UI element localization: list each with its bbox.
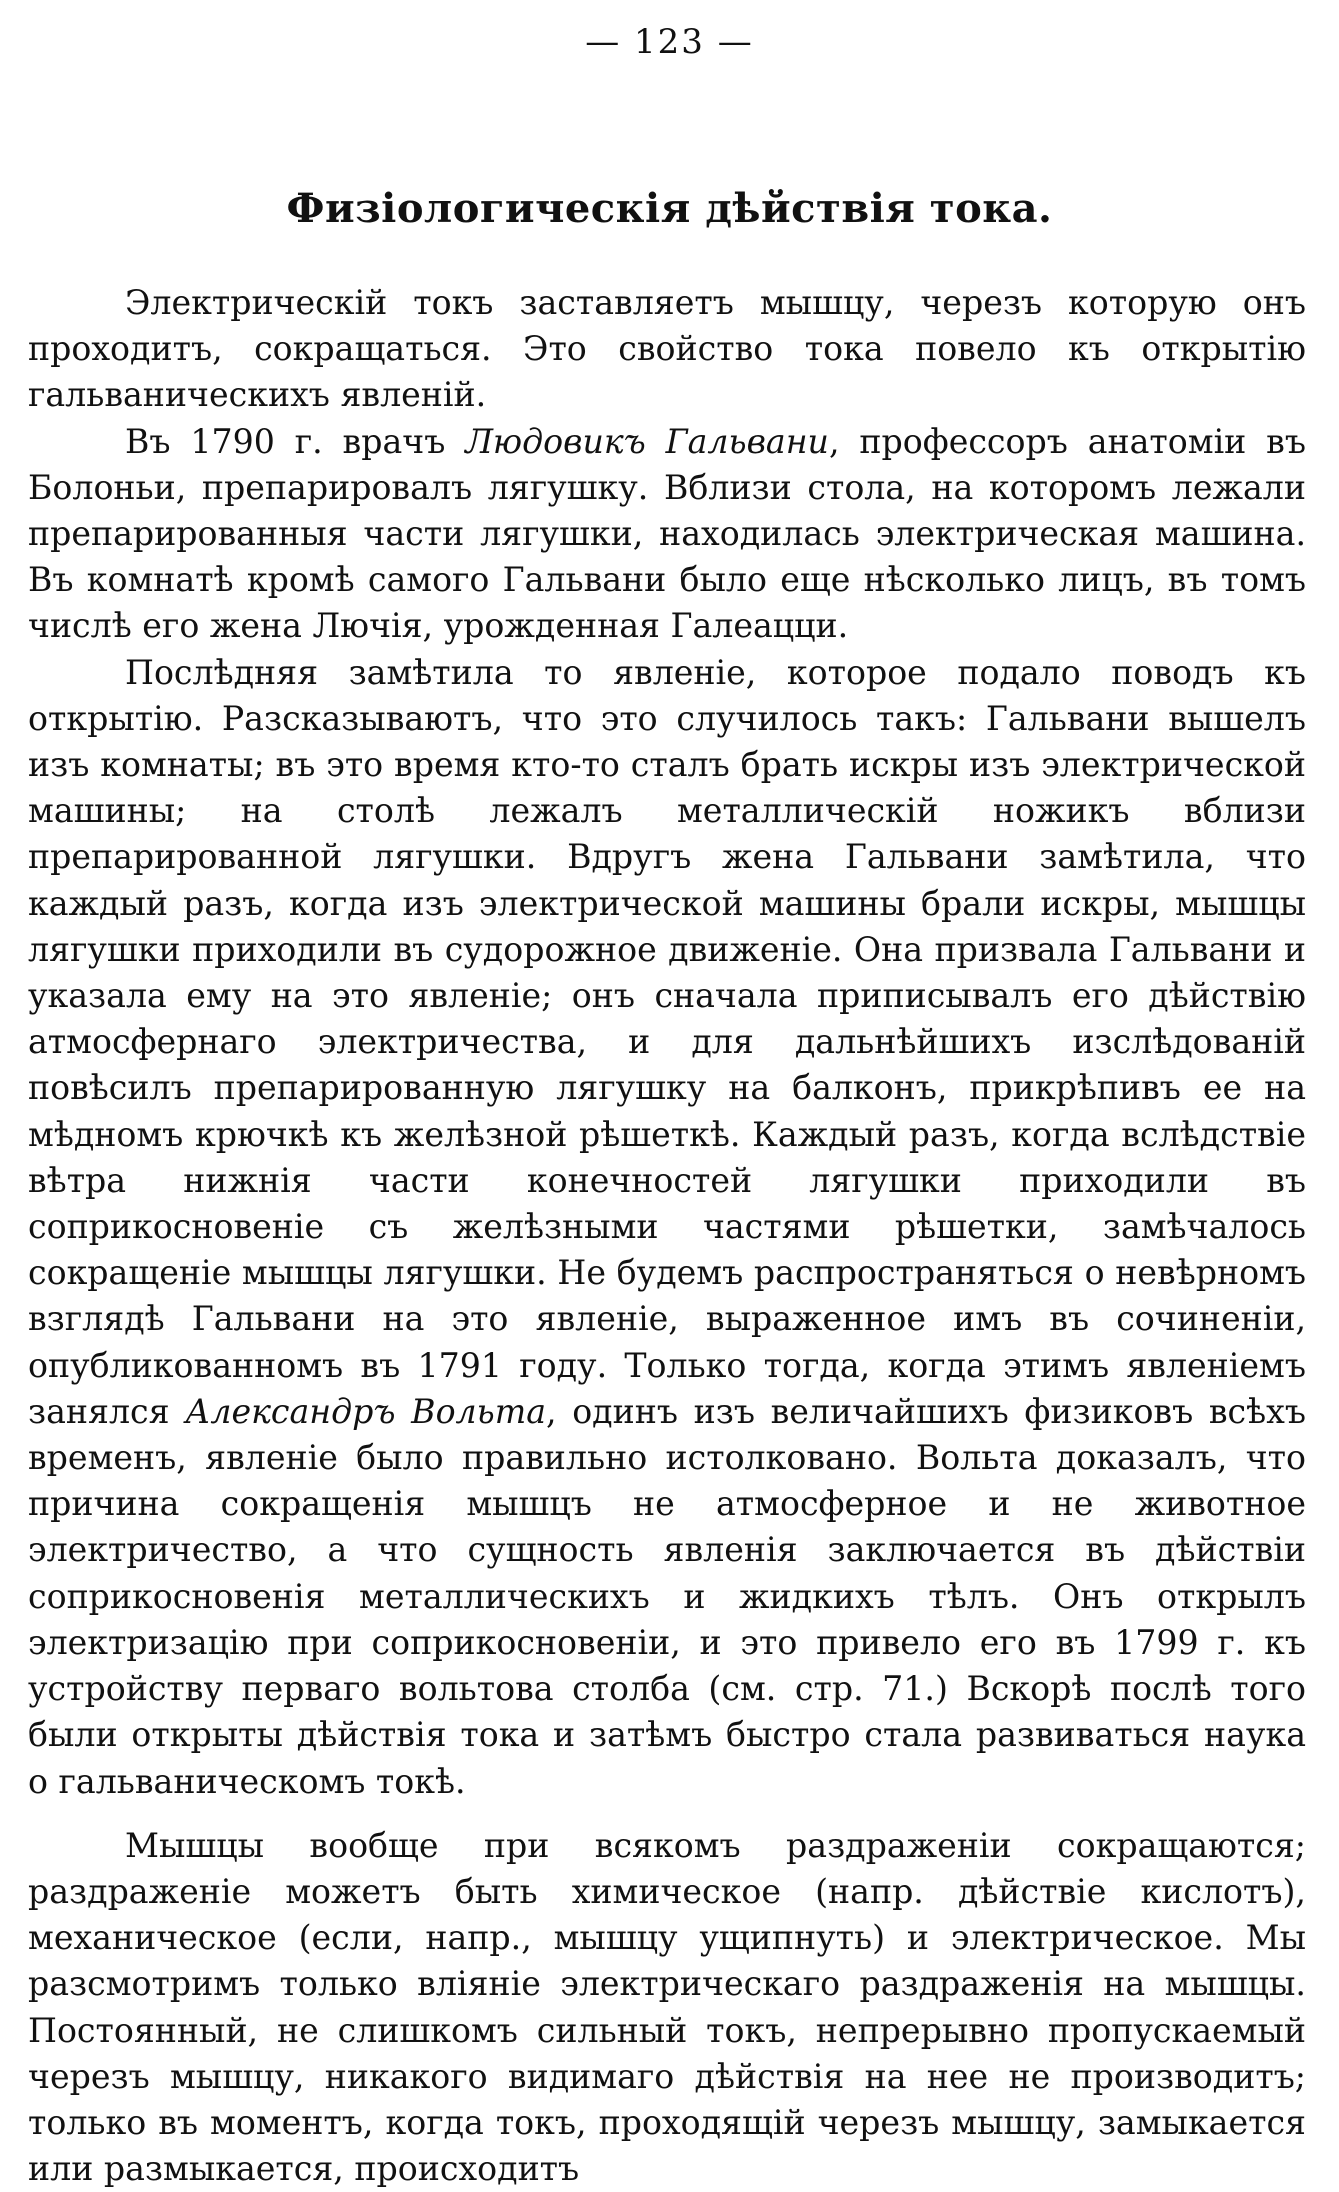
person-name-volta: Александръ Вольта <box>185 1391 547 1431</box>
person-name-galvani: Людовикъ Гальвани <box>465 421 829 461</box>
body-text <box>28 280 1306 2192</box>
paragraph-galvani-start: Въ 1790 г. врачъ <box>125 421 466 461</box>
paragraph-discovery <box>28 650 1306 1805</box>
paragraph-galvani-end: , профессоръ анатомiи въ Болоньи, препарировалъ лягушку. Вблизи стола, на которомъ лежали препарированныя части лягушки, находилась электрическая машина. Въ комнатѣ кромѣ самого Гальвани было еще нѣсколько лицъ, въ томъ числѣ его жена Лючiя, урожденная Галеацци. <box>28 421 1306 646</box>
paragraph-galvani <box>28 419 1306 650</box>
paragraph-discovery-end: , одинъ изъ величайшихъ физиковъ всѣхъ временъ, явленiе было правильно истолковано. Вольта доказалъ, что причина сокращенiя мышцъ не атмосферное и не животное электричество, а что сущность явленiя заключается въ дѣйствiи соприкосновенiя металлическихъ и жидкихъ тѣлъ. Онъ открылъ электризацiю при соприкосновенiи, и это привело его въ 1799 г. къ устройству перваго вольтова столба (см. стр. 71.) Вскорѣ послѣ того были открыты дѣйствiя тока и затѣмъ быстро стала развиваться наука о гальваническомъ токѣ. <box>28 1391 1306 1801</box>
paragraph-discovery-start: Послѣдняя замѣтила то явленiе, которое подало поводъ къ открытiю. Разсказываютъ, что это случилось такъ: Гальвани вышелъ изъ комнаты; въ это время кто-то сталъ брать искры изъ электрической машины; на столѣ лежалъ металлическiй ножикъ вблизи препарированной лягушки. Вдругъ жена Гальвани замѣтила, что каждый разъ, когда изъ электрической машины брали искры, мышцы лягушки приходили въ судорожное движенiе. Она призвала Гальвани и указала ему на это явленiе; онъ сначала приписывалъ его дѣйствiю атмосфернаго электричества, и для дальнѣйшихъ изслѣдованiй повѣсилъ препарированную лягушку на балконъ, прикрѣпивъ ее на мѣдномъ крючкѣ къ желѣзной рѣшеткѣ. Каждый разъ, когда вслѣдствiе вѣтра нижнiя части конечностей лягушки приходили въ соприкосновенiе съ желѣзными частями рѣшетки, замѣчалось сокращенiе мышцы лягушки. Не будемъ распространяться о невѣрномъ взглядѣ Гальвани на это явленiе, выраженное имъ въ сочиненiи, опубликованномъ въ 1791 году. Только тогда, когда этимъ явленiемъ занялся <box>28 652 1306 1431</box>
page-number: — 123 — <box>585 22 754 62</box>
section-heading: Физiологическiя дѣйствiя тока. <box>286 185 1053 232</box>
paragraph-muscles: Мышцы вообще при всякомъ раздраженiи сокращаются; раздраженiе можетъ быть химическое (напр. дѣйствiе кислотъ), механическое (если, напр., мышцу ущипнуть) и электрическое. Мы разсмотримъ только влiянiе электрическаго раздраженiя на мышцы. Постоянный, не слишкомъ сильный токъ, непрерывно пропускаемый черезъ мышцу, никакого видимаго дѣйствiя на нее не производитъ; только въ моментъ, когда токъ, проходящiй черезъ мышцу, замыкается или размыкается, происходитъ <box>28 1825 1306 2189</box>
paragraph-intro: Электрическiй токъ заставляетъ мышцу, черезъ которую онъ проходитъ, сокращаться. Это свойство тока повело къ открытiю гальваническихъ явленiй. <box>28 283 1306 415</box>
